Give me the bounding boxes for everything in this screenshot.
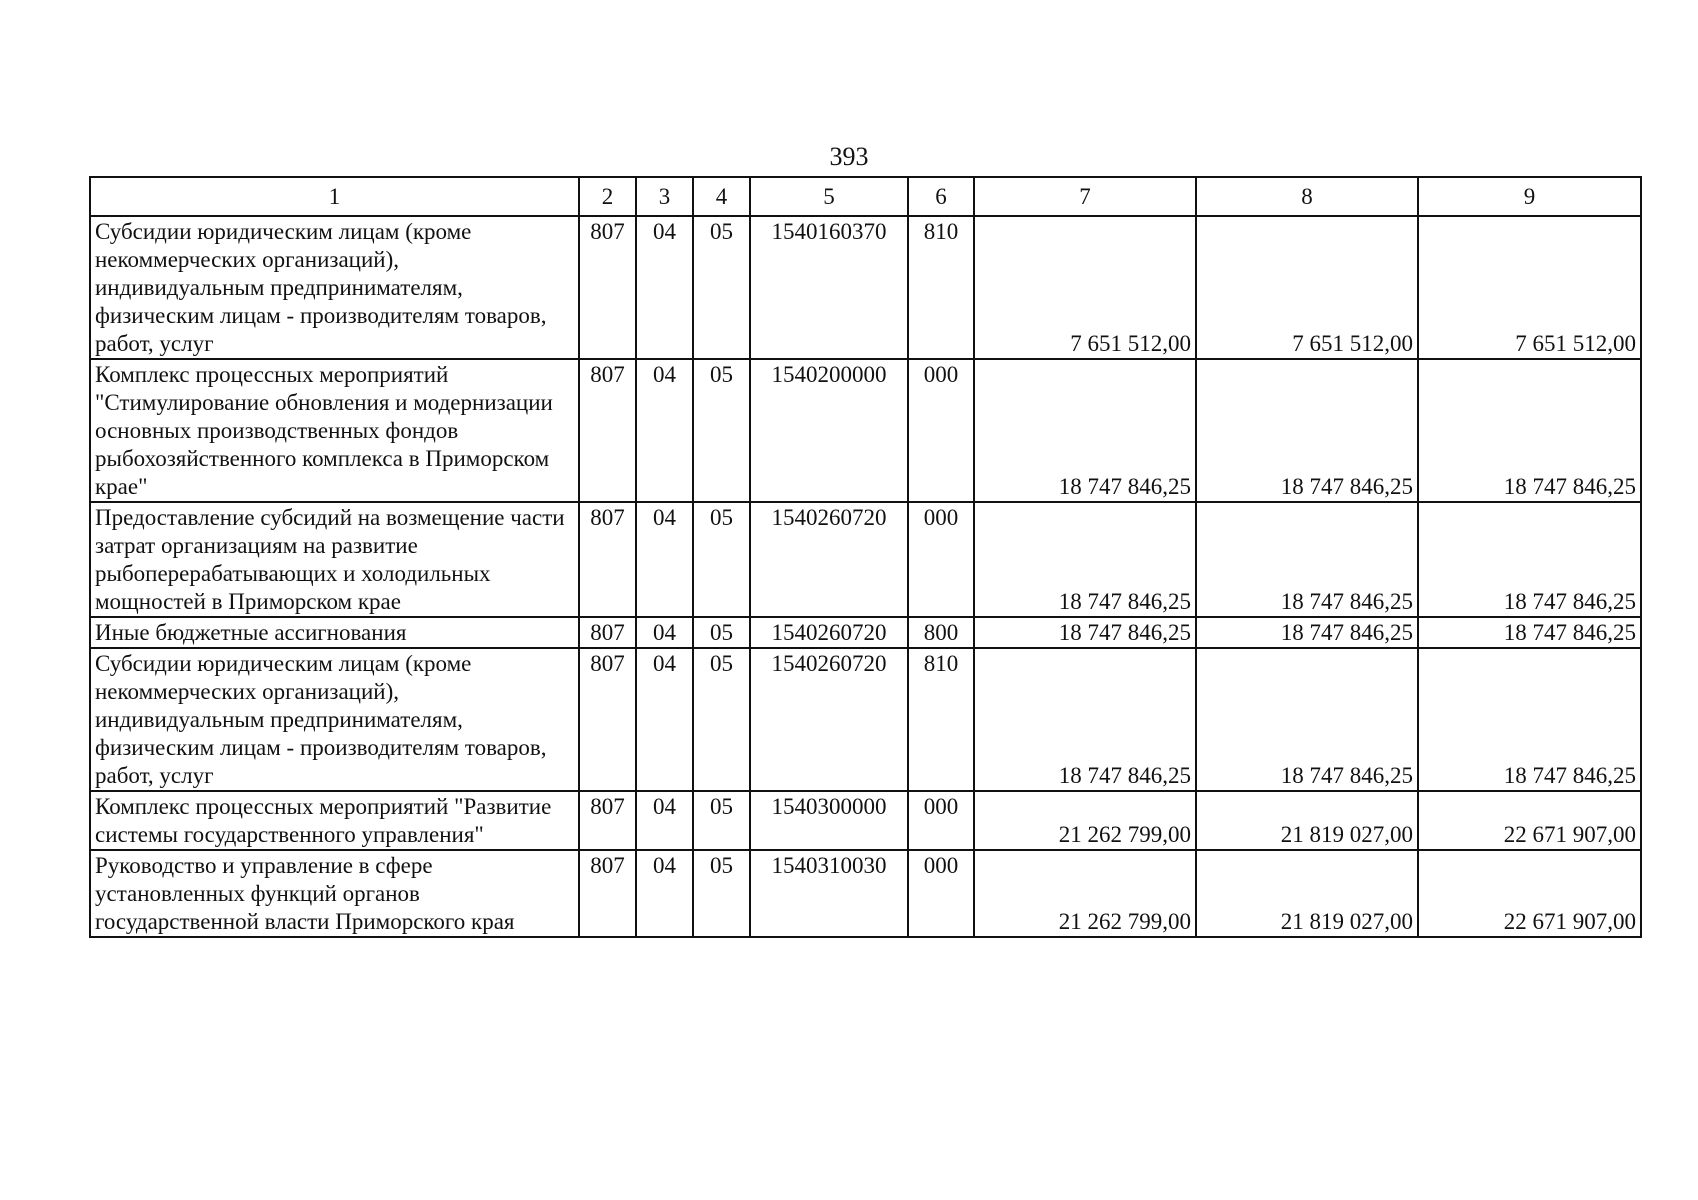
cell-target-article: 1540260720 <box>750 617 908 648</box>
cell-target-article: 1540260720 <box>750 648 908 791</box>
cell-amount-7: 18 747 846,25 <box>974 502 1196 617</box>
header-cell: 1 <box>90 177 579 216</box>
table-row <box>90 850 1641 937</box>
header-cell: 8 <box>1196 177 1418 216</box>
cell-amount-9: 22 671 907,00 <box>1418 850 1641 937</box>
cell-section: 04 <box>636 359 693 502</box>
row-name: Руководство и управление в сфере установленных функций органов государственной власти Приморского края <box>90 850 579 937</box>
cell-ministry: 807 <box>579 648 636 791</box>
cell-amount-9: 18 747 846,25 <box>1418 502 1641 617</box>
cell-amount-8: 18 747 846,25 <box>1196 359 1418 502</box>
row-name: Предоставление субсидий на возмещение части затрат организациям на развитие рыбоперерабатывающих и холодильных мощностей в Приморском крае <box>90 502 579 617</box>
cell-target-article: 1540300000 <box>750 791 908 850</box>
cell-amount-8: 21 819 027,00 <box>1196 791 1418 850</box>
cell-subsection: 05 <box>693 359 750 502</box>
row-name: Субсидии юридическим лицам (кроме некоммерческих организаций), индивидуальным предпринимателям, физическим лицам - производителям товаров, работ, услуг <box>90 648 579 791</box>
header-cell: 7 <box>974 177 1196 216</box>
cell-target-article: 1540310030 <box>750 850 908 937</box>
cell-expense-type: 810 <box>908 216 974 359</box>
cell-amount-8: 18 747 846,25 <box>1196 502 1418 617</box>
cell-ministry: 807 <box>579 502 636 617</box>
cell-amount-7: 18 747 846,25 <box>974 617 1196 648</box>
header-cell: 5 <box>750 177 908 216</box>
cell-amount-8: 18 747 846,25 <box>1196 648 1418 791</box>
cell-ministry: 807 <box>579 791 636 850</box>
cell-subsection: 05 <box>693 617 750 648</box>
table-row <box>90 502 1641 617</box>
cell-section: 04 <box>636 791 693 850</box>
table-header-row <box>90 177 1641 216</box>
cell-ministry: 807 <box>579 850 636 937</box>
cell-subsection: 05 <box>693 791 750 850</box>
cell-target-article: 1540260720 <box>750 502 908 617</box>
cell-subsection: 05 <box>693 216 750 359</box>
cell-section: 04 <box>636 216 693 359</box>
cell-target-article: 1540200000 <box>750 359 908 502</box>
cell-expense-type: 810 <box>908 648 974 791</box>
cell-ministry: 807 <box>579 359 636 502</box>
cell-amount-9: 18 747 846,25 <box>1418 648 1641 791</box>
cell-amount-9: 18 747 846,25 <box>1418 359 1641 502</box>
cell-ministry: 807 <box>579 617 636 648</box>
row-name: Иные бюджетные ассигнования <box>90 617 579 648</box>
table-row <box>90 791 1641 850</box>
cell-section: 04 <box>636 850 693 937</box>
header-cell: 4 <box>693 177 750 216</box>
cell-section: 04 <box>636 617 693 648</box>
page-number: 393 <box>829 142 869 171</box>
cell-amount-7: 18 747 846,25 <box>974 648 1196 791</box>
cell-amount-9: 18 747 846,25 <box>1418 617 1641 648</box>
cell-amount-8: 18 747 846,25 <box>1196 617 1418 648</box>
cell-amount-7: 7 651 512,00 <box>974 216 1196 359</box>
cell-amount-7: 21 262 799,00 <box>974 791 1196 850</box>
budget-table <box>89 176 1642 938</box>
cell-expense-type: 000 <box>908 791 974 850</box>
table-row <box>90 359 1641 502</box>
cell-subsection: 05 <box>693 850 750 937</box>
cell-expense-type: 000 <box>908 502 974 617</box>
header-cell: 6 <box>908 177 974 216</box>
cell-section: 04 <box>636 502 693 617</box>
cell-amount-9: 22 671 907,00 <box>1418 791 1641 850</box>
cell-ministry: 807 <box>579 216 636 359</box>
cell-amount-8: 7 651 512,00 <box>1196 216 1418 359</box>
row-name: Комплекс процессных мероприятий "Развитие системы государственного управления" <box>90 791 579 850</box>
cell-subsection: 05 <box>693 648 750 791</box>
cell-amount-7: 21 262 799,00 <box>974 850 1196 937</box>
row-name: Комплекс процессных мероприятий "Стимулирование обновления и модернизации основных производственных фондов рыбохозяйственного комплекса в Приморском крае" <box>90 359 579 502</box>
cell-amount-7: 18 747 846,25 <box>974 359 1196 502</box>
cell-expense-type: 000 <box>908 850 974 937</box>
cell-section: 04 <box>636 648 693 791</box>
cell-expense-type: 800 <box>908 617 974 648</box>
header-cell: 2 <box>579 177 636 216</box>
cell-amount-8: 21 819 027,00 <box>1196 850 1418 937</box>
row-name: Субсидии юридическим лицам (кроме некоммерческих организаций), индивидуальным предпринимателям, физическим лицам - производителям товаров, работ, услуг <box>90 216 579 359</box>
header-cell: 3 <box>636 177 693 216</box>
cell-expense-type: 000 <box>908 359 974 502</box>
table-row <box>90 648 1641 791</box>
cell-subsection: 05 <box>693 502 750 617</box>
table-row <box>90 216 1641 359</box>
table-row <box>90 617 1641 648</box>
cell-amount-9: 7 651 512,00 <box>1418 216 1641 359</box>
header-cell: 9 <box>1418 177 1641 216</box>
cell-target-article: 1540160370 <box>750 216 908 359</box>
